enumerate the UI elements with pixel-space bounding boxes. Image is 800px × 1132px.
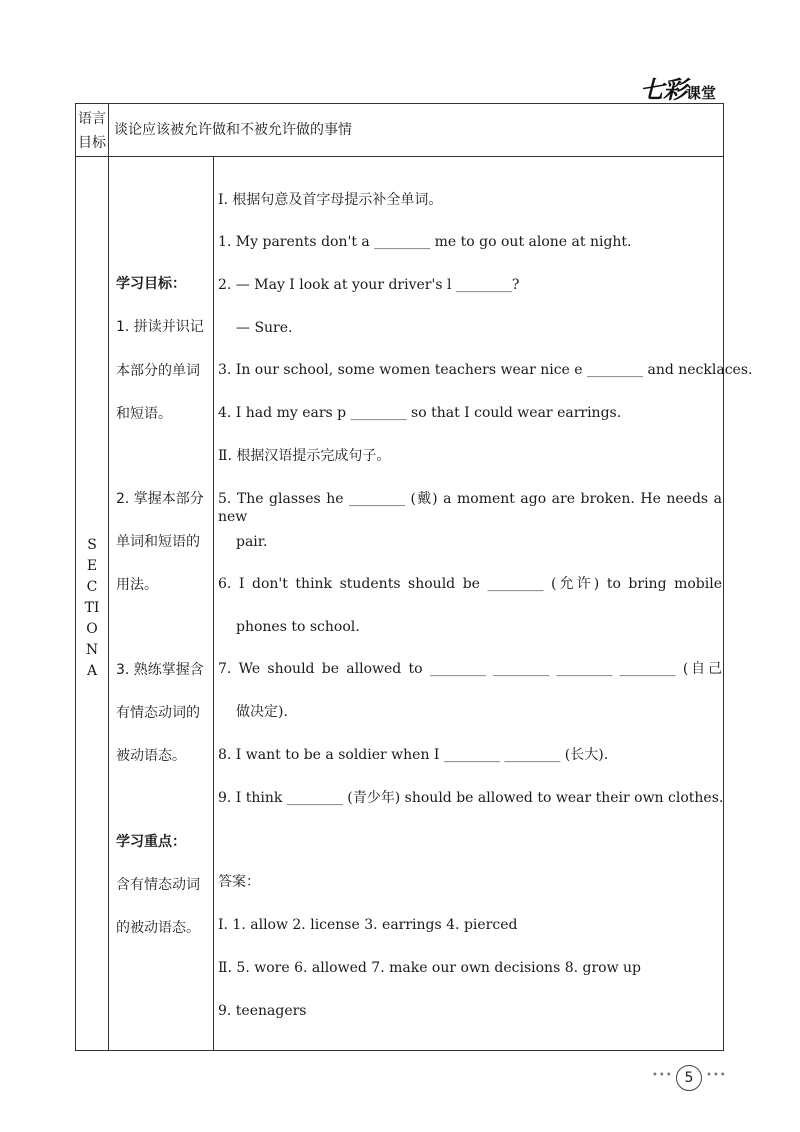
- question-7-cont: 做决定).: [236, 704, 288, 720]
- question-3: 3. In our school, some women teachers wear nice e ________ and necklaces.: [218, 362, 753, 378]
- header-label-line1: 语言: [78, 111, 106, 127]
- goal3-line2: 有情态动词的: [116, 705, 200, 721]
- goal3-line1: 3. 熟练掌握含: [116, 662, 204, 678]
- question-5-cont: pair.: [236, 534, 268, 550]
- question-1: 1. My parents don't a ________ me to go out alone at night.: [218, 234, 632, 250]
- page-number: 5: [676, 1065, 702, 1091]
- page-dots-right: •••: [706, 1070, 727, 1081]
- goal2-line3: 用法。: [116, 577, 158, 593]
- brand-script: 七彩: [640, 76, 686, 104]
- goal1-line1: 1. 拼读并识记: [116, 319, 204, 335]
- answers-line3: 9. teenagers: [218, 1003, 307, 1019]
- question-9: 9. I think ________ (青少年) should be allowed to wear their own clothes.: [218, 790, 724, 806]
- header-label-line2: 目标: [78, 135, 106, 151]
- goal1-line2: 本部分的单词: [116, 363, 200, 379]
- part1-title: Ⅰ. 根据句意及首字母提示补全单词。: [218, 192, 443, 208]
- focus-title: 学习重点：: [116, 834, 186, 850]
- study-goals-title: 学习目标：: [116, 276, 186, 292]
- goal2-line1: 2. 掌握本部分: [116, 491, 204, 507]
- answers-line2: Ⅱ. 5. wore 6. allowed 7. make our own decisions 8. grow up: [218, 960, 642, 976]
- header-divider: [75, 156, 724, 157]
- question-4: 4. I had my ears p ________ so that I could wear earrings.: [218, 405, 622, 421]
- question-2-answer-line: — Sure.: [236, 320, 293, 336]
- page-dots-left: •••: [652, 1070, 673, 1081]
- question-8: 8. I want to be a soldier when I ________ ________ (长大).: [218, 747, 609, 763]
- question-5: 5. The glasses he ________ (戴) a moment ago are broken. He needs a new: [218, 491, 722, 525]
- brand-logo: [640, 70, 730, 104]
- brand-tail: 课堂: [686, 84, 717, 102]
- goal1-line3: 和短语。: [116, 406, 172, 422]
- answers-title: 答案：: [218, 874, 260, 890]
- question-7: 7. We should be allowed to ________ ________ ________ ________ (自己: [218, 661, 722, 677]
- column-divider-1: [108, 103, 109, 1051]
- question-6-cont: phones to school.: [236, 619, 360, 635]
- focus-line1: 含有情态动词: [116, 877, 200, 893]
- section-label: SECTIONA: [84, 537, 100, 679]
- question-2: 2. — May I look at your driver's l ________?: [218, 277, 520, 293]
- goal2-line2: 单词和短语的: [116, 534, 200, 550]
- goal3-line3: 被动语态。: [116, 748, 186, 764]
- header-goal: 谈论应该被允许做和不被允许做的事情: [114, 122, 352, 138]
- question-6: 6. I don't think students should be ________ (允许) to bring mobile: [218, 576, 722, 592]
- focus-line2: 的被动语态。: [116, 920, 200, 936]
- part2-title: Ⅱ. 根据汉语提示完成句子。: [218, 448, 391, 464]
- answers-line1: Ⅰ. 1. allow 2. license 3. earrings 4. pierced: [218, 917, 518, 933]
- column-divider-2: [213, 156, 214, 1051]
